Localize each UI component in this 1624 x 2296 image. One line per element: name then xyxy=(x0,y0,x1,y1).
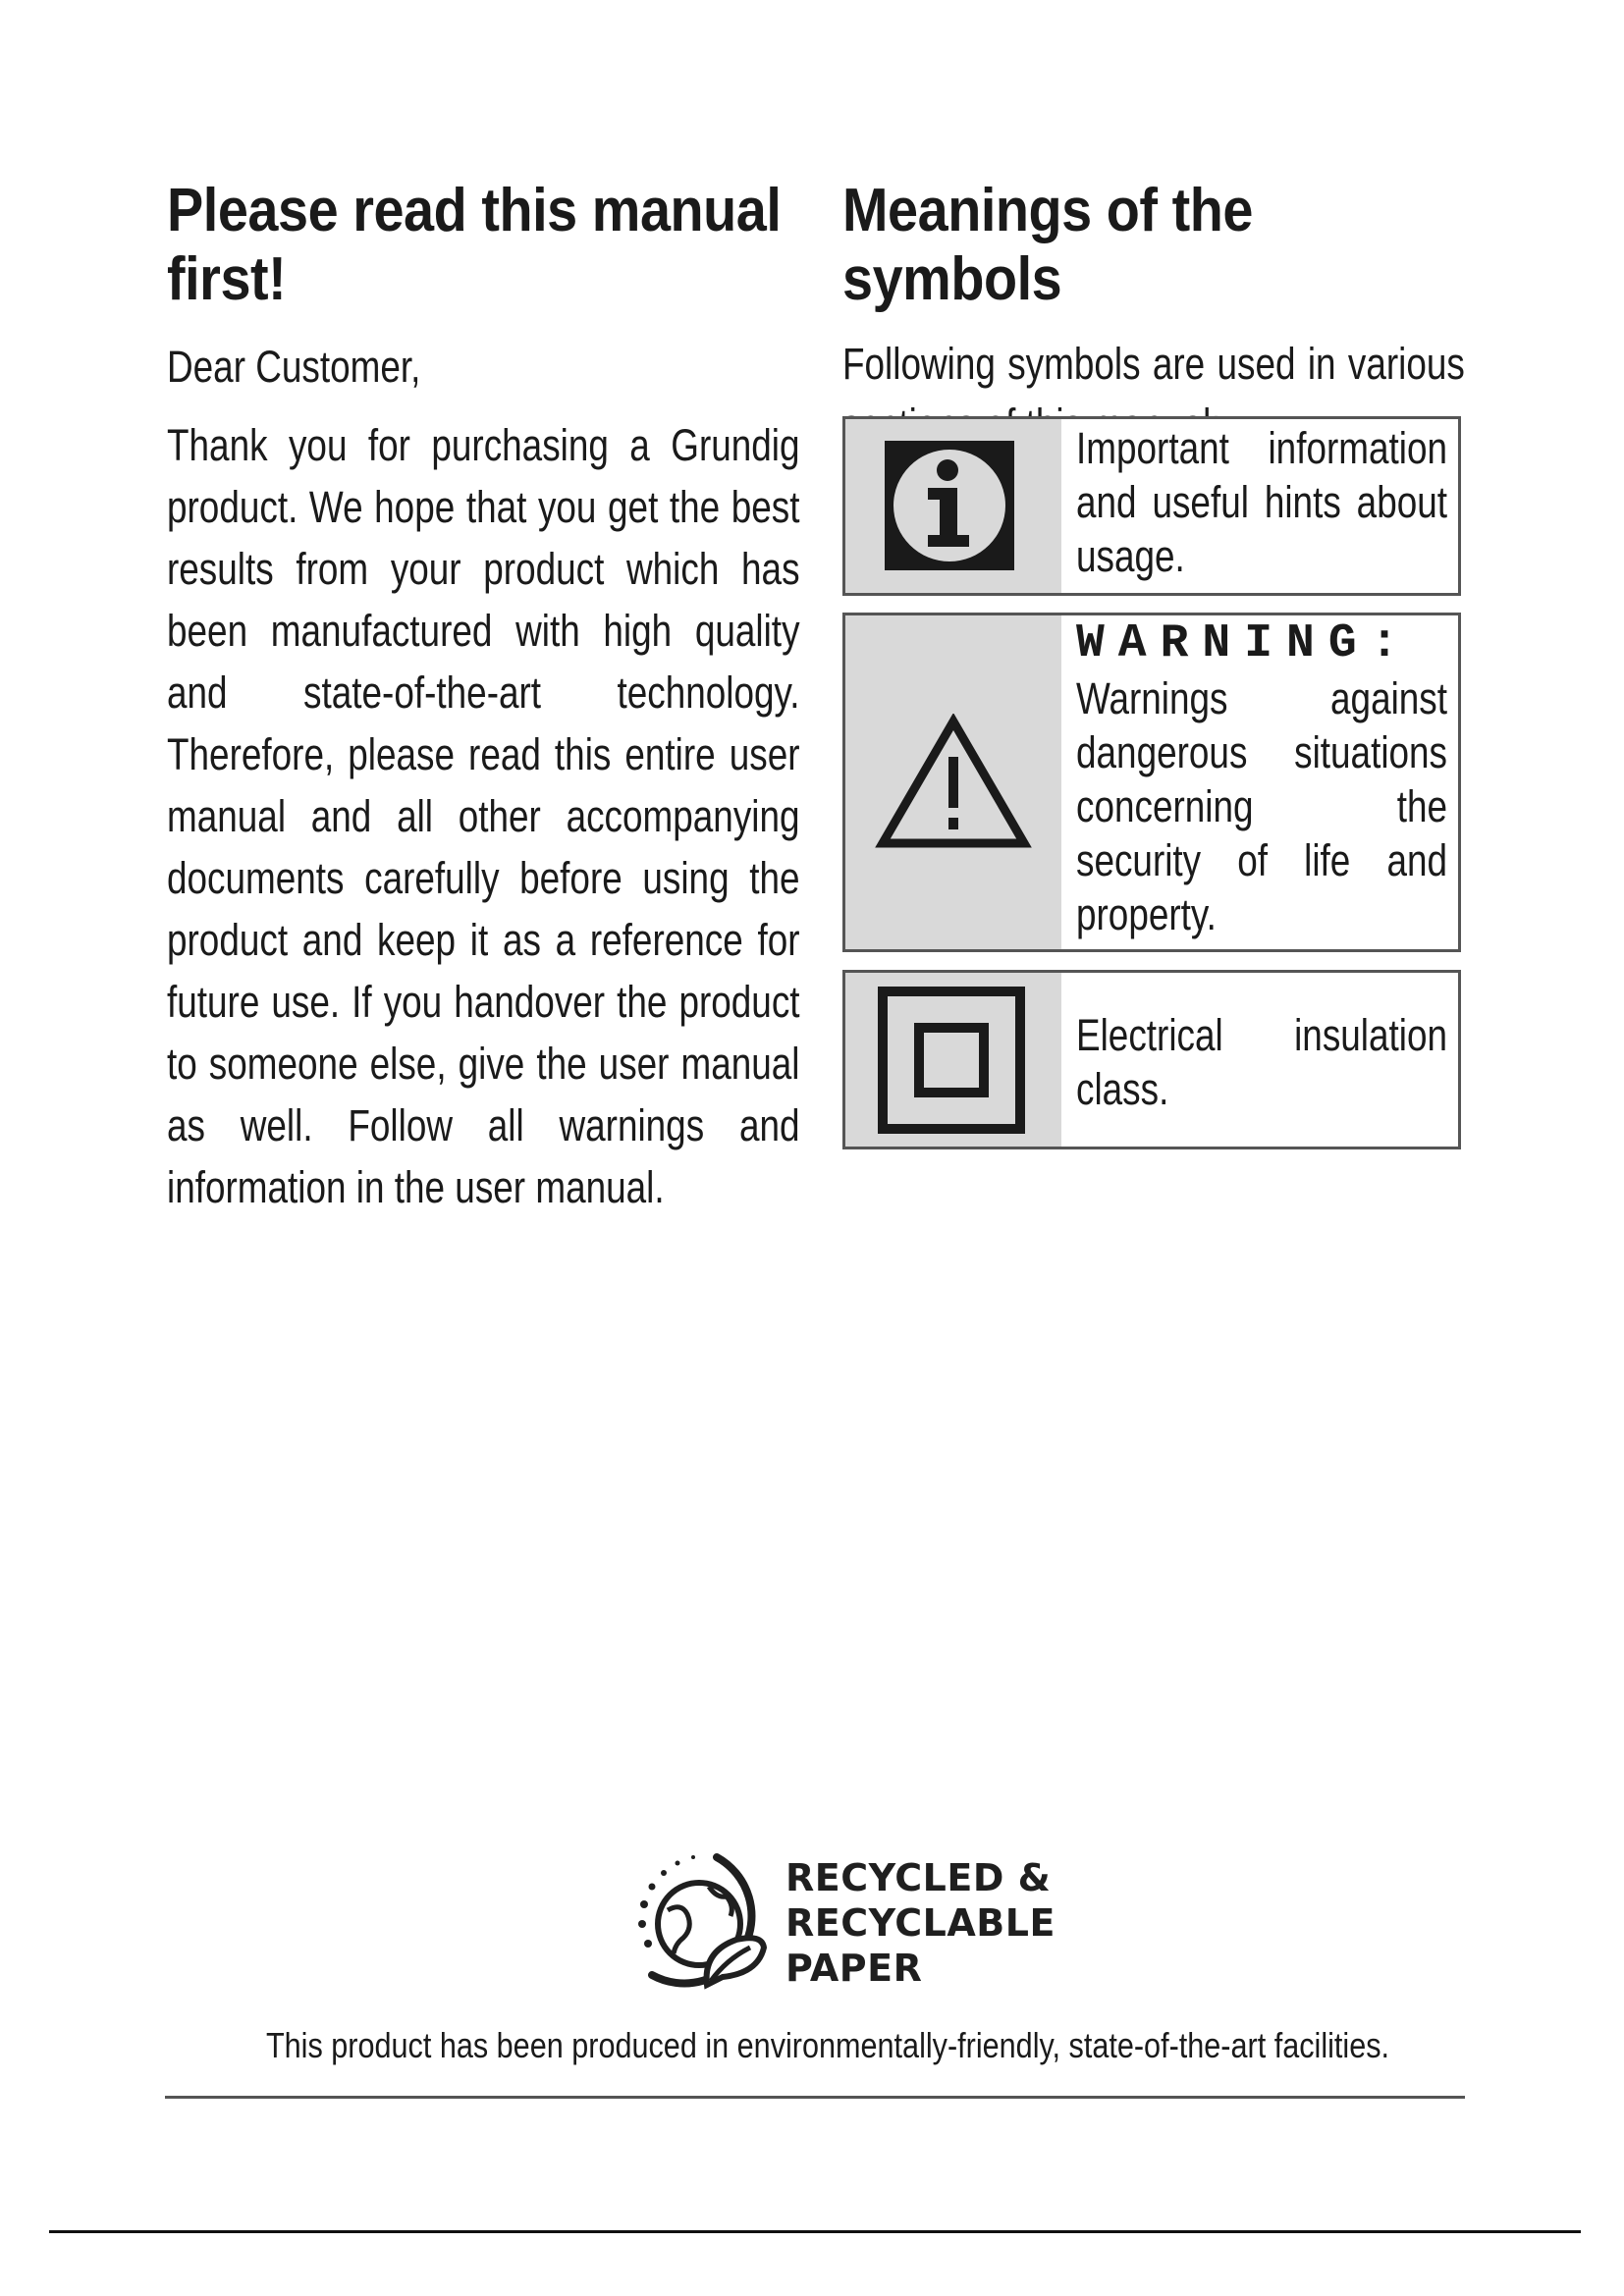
footer-divider xyxy=(165,2096,1465,2099)
eco-line-2: RECYCLABLE xyxy=(785,1901,1056,1945)
symbol-text-insulation: Electrical insulation class. xyxy=(1076,1010,1448,1114)
greeting: Dear Customer, xyxy=(167,342,421,392)
symbol-cell xyxy=(845,419,1061,593)
double-square-icon xyxy=(878,987,1025,1134)
warning-triangle-icon xyxy=(875,714,1032,851)
recycled-paper-label xyxy=(785,1855,1056,1991)
eco-line-3: PAPER xyxy=(785,1947,923,1990)
symbol-row-warning xyxy=(842,613,1461,952)
symbol-text-warning: Warnings against dangerous situations concerning the security of life and property. xyxy=(1076,673,1448,939)
warning-label: WARNING: xyxy=(1076,617,1413,670)
symbols-intro: Following symbols are used in various xyxy=(842,339,1465,389)
recycled-globe-leaf-icon xyxy=(628,1845,776,2002)
right-column xyxy=(842,177,1465,455)
environment-note-text: This product has been produced in environmentally-friendly, state-of-the-art facilities. xyxy=(265,2025,1390,2065)
eco-line-1: RECYCLED & xyxy=(785,1856,1052,1899)
page-title: Please read this manual first! xyxy=(167,177,782,313)
symbol-cell xyxy=(845,973,1061,1147)
page-bottom-rule xyxy=(49,2230,1581,2233)
left-column xyxy=(167,177,800,1218)
info-icon xyxy=(885,441,1014,570)
symbol-cell xyxy=(845,615,1061,949)
intro-paragraph: Thank you for purchasing a Grundig product. We hope that you get the best results from your product which has been manufactured with high quality and state-of-the-art technology. Therefore, please read this entire user manual and all other accompanying documents carefully before using the product and keep it as a reference for future use. If you handover the product to someone else, give the user manual as well. Follow all warnings and information in the user manual. xyxy=(167,420,800,1212)
symbol-row-insulation xyxy=(842,970,1461,1149)
recycled-paper-logo xyxy=(628,1845,1056,2002)
symbols-heading: Meanings of the symbols xyxy=(842,177,1253,313)
symbol-row-info xyxy=(842,416,1461,596)
environment-note xyxy=(167,2024,1465,2067)
symbol-text-info: Important information and useful hints about usage. xyxy=(1076,423,1448,581)
